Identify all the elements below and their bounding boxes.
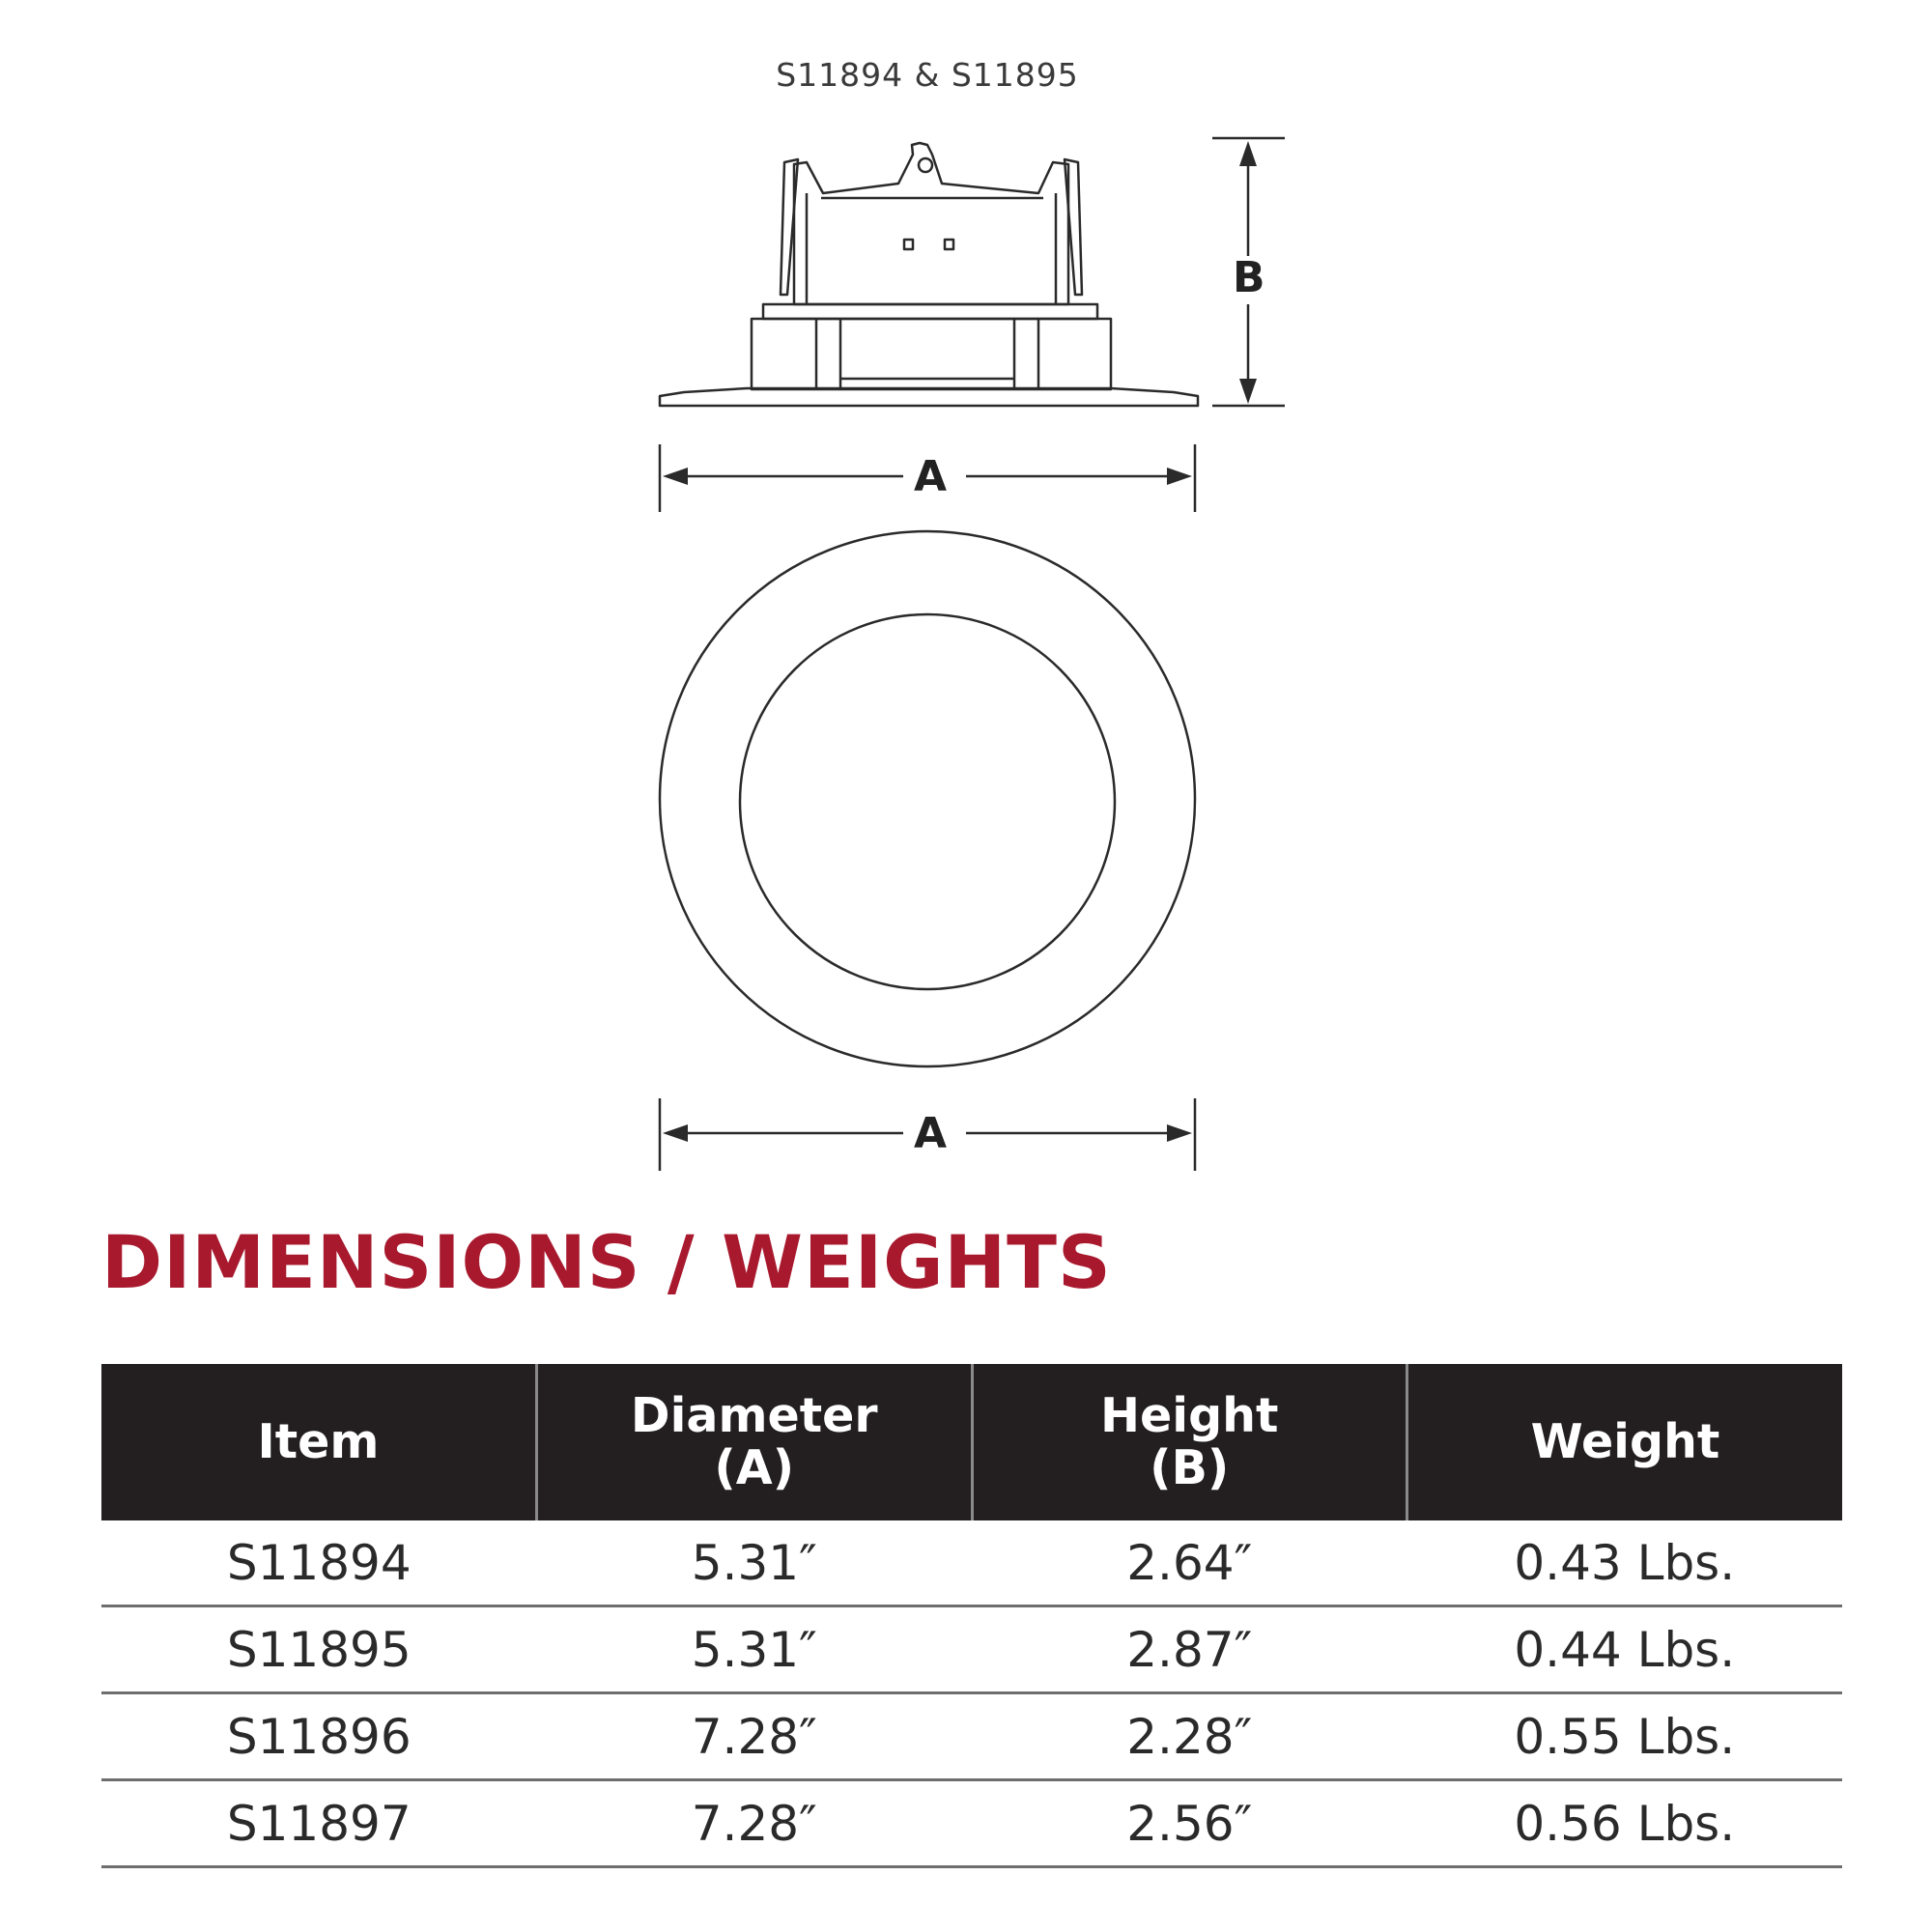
cell-weight: 0.55 Lbs. [1407, 1693, 1843, 1780]
table-row [101, 1693, 1842, 1780]
drawing-caption: S11894 & S11895 [776, 56, 1079, 94]
header-item: Item [101, 1364, 537, 1520]
cell-item: S11897 [101, 1780, 537, 1867]
cell-height: 2.28″ [972, 1693, 1407, 1780]
cell-item: S11895 [101, 1606, 537, 1693]
dimension-b-label: B [1233, 253, 1265, 302]
table-header-row [101, 1364, 1842, 1520]
top-view-fixture [660, 531, 1195, 1066]
cell-height: 2.87″ [972, 1606, 1407, 1693]
cell-weight: 0.44 Lbs. [1407, 1606, 1843, 1693]
header-height: Height (B) [972, 1364, 1407, 1520]
cell-item: S11894 [101, 1520, 537, 1606]
side-view-fixture [660, 143, 1198, 406]
header-weight: Weight [1407, 1364, 1843, 1520]
cell-weight: 0.43 Lbs. [1407, 1520, 1843, 1606]
table-row [101, 1606, 1842, 1693]
cell-weight: 0.56 Lbs. [1407, 1780, 1843, 1867]
cell-height: 2.64″ [972, 1520, 1407, 1606]
section-title: DIMENSIONS / WEIGHTS [101, 1219, 1112, 1305]
cell-height: 2.56″ [972, 1780, 1407, 1867]
table-row [101, 1780, 1842, 1867]
table-row [101, 1520, 1842, 1606]
dimension-a-label-upper: A [914, 452, 948, 501]
cell-diameter: 7.28″ [537, 1693, 973, 1780]
cell-diameter: 7.28″ [537, 1780, 973, 1867]
cell-diameter: 5.31″ [537, 1606, 973, 1693]
dimensions-weights-table [101, 1364, 1842, 1868]
dimension-a-label-lower: A [914, 1109, 948, 1158]
cell-item: S11896 [101, 1693, 537, 1780]
cell-diameter: 5.31″ [537, 1520, 973, 1606]
header-diameter: Diameter (A) [537, 1364, 973, 1520]
